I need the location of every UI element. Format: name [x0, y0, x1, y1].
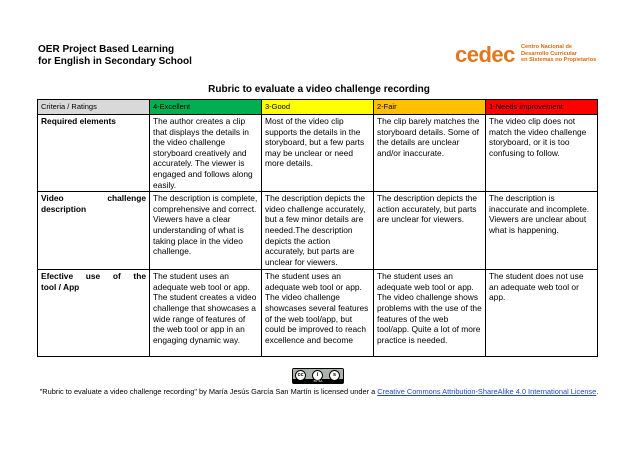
criteria-effective-use-of-tool: [38, 270, 150, 357]
cell-needs-improvement: The video clip does not match the video challenge storyboard, or it is too confusing to follow.: [486, 115, 598, 192]
license-footer: [36, 387, 602, 397]
cell-needs-improvement: The description is inaccurate and incomplete. Viewers are unclear about what is happening.: [486, 192, 598, 270]
cell-excellent: The student uses an adequate web tool or app. The student creates a video challenge that showcases a wide range of features of the web tool or app in an engaging dynamic way.: [150, 270, 262, 357]
badge-strip: BY SA: [313, 379, 323, 383]
share-alike-icon: s: [329, 370, 340, 381]
rubric-title: Rubric to evaluate a video challenge recording: [208, 84, 430, 95]
header-line-1: OER Project Based Learning: [38, 44, 175, 55]
rubric-table: [37, 99, 598, 357]
cell-excellent: The description is complete, comprehensive and correct. Viewers have a clear understanding of what is taking place in the video challenge.: [150, 192, 262, 270]
cell-good: The student uses an adequate web tool or app. The video challenge showcases several features of the web tool/app, but could be improved to reach excellence and become: [262, 270, 374, 357]
header-excellent: 4-Excellent: [150, 100, 262, 115]
license-link[interactable]: Creative Commons Attribution-ShareAlike 4.0 International License: [377, 387, 597, 396]
cell-fair: The description depicts the action accurately, but parts are unclear for viewers.: [374, 192, 486, 270]
logo-text: [521, 44, 596, 64]
cell-good: Most of the video clip supports the details in the storyboard, but a few parts may be unclear or need more details.: [262, 115, 374, 192]
cc-by-sa-badge[interactable]: [292, 368, 344, 384]
criteria-line-1: Video challenge: [41, 193, 146, 204]
header-good: 3-Good: [262, 100, 374, 115]
footer-end: .: [596, 387, 599, 396]
cell-fair: The student uses an adequate web tool or app. The video challenge shows problems with the use of the features of the web tool/app. Quite a lot of more practice is needed.: [374, 270, 486, 357]
header-criteria: Criteria / Ratings: [38, 100, 150, 115]
logo-text-line-3: en Sistemas no Propietarios: [521, 57, 597, 64]
cell-needs-improvement: The student does not use an adequate web tool or app.: [486, 270, 598, 357]
cell-good: The description depicts the video challenge accurately, but a few minor details are needed.The description depicts the action accurately, but parts are unclear for viewers.: [262, 192, 374, 270]
document-header: [38, 44, 192, 68]
logo-text-line-1: Centro Nacional de: [521, 44, 572, 50]
criteria-line-1: Efective use of the: [41, 271, 146, 282]
criteria-video-challenge-description: [38, 192, 150, 270]
cedec-logo: [455, 42, 605, 72]
header-needs-improvement: 1-Needs improvement: [486, 100, 598, 115]
cell-excellent: The author creates a clip that displays the details in the video challenge storyboard creatively and accurately. The viewer is engaged and follows along easily.: [150, 115, 262, 192]
criteria-line-2: tool / App: [41, 281, 80, 292]
footer-text: "Rubric to evaluate a video challenge recording" by María Jesús García San Martín is licensed under a: [39, 387, 378, 396]
logo-text-line-2: Desarrollo Curricular: [521, 50, 577, 57]
header-row: [38, 100, 598, 115]
logo-brand: cedec: [455, 42, 515, 67]
cell-fair: The clip barely matches the storyboard details. Some of the details are unclear and/or inaccurate.: [374, 115, 486, 192]
table-row: [38, 115, 598, 192]
table-row: [38, 192, 598, 270]
header-line-2: for English in Secondary School: [38, 56, 192, 67]
table-row: [38, 270, 598, 357]
header-fair: 2-Fair: [374, 100, 486, 115]
criteria-line-2: description: [41, 203, 87, 214]
cc-icon: cc: [295, 370, 306, 381]
criteria-required-elements: Required elements: [38, 115, 150, 192]
attribution-icon: i: [312, 370, 323, 381]
